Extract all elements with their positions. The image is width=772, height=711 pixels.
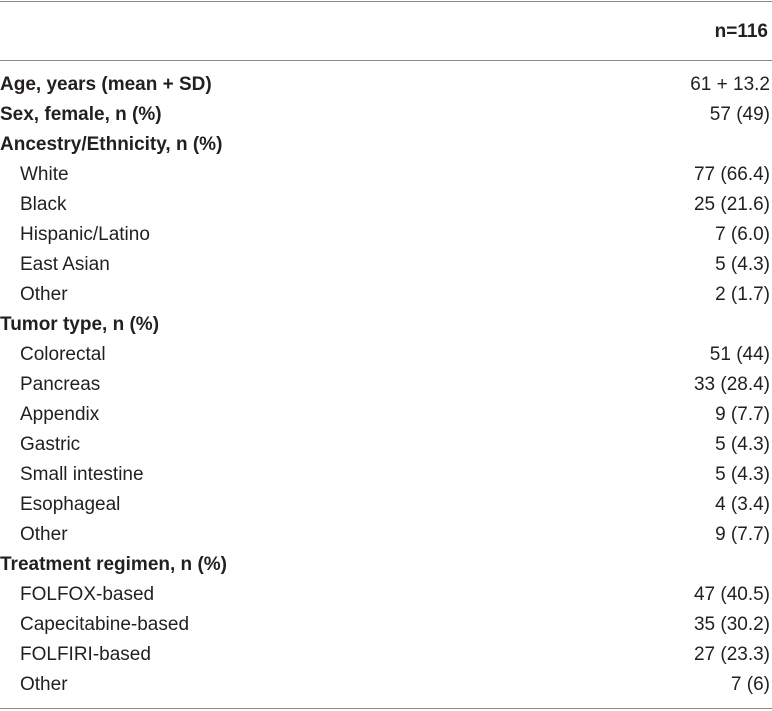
row-value: 7 (6.0): [715, 224, 770, 245]
table-row: [0, 400, 772, 430]
row-heading: Tumor type, n (%): [0, 314, 160, 335]
row-value: 2 (1.7): [715, 284, 770, 305]
row-value: 77 (66.4): [693, 164, 770, 185]
table-row: [0, 490, 772, 520]
row-label: East Asian: [20, 254, 110, 275]
row-label: FOLFIRI-based: [20, 644, 151, 665]
row-label: Other: [20, 674, 68, 695]
table-section-row: [0, 550, 772, 580]
row-heading: Sex, female, n (%): [0, 104, 162, 125]
row-label: Black: [20, 194, 67, 215]
row-label: Colorectal: [20, 344, 106, 365]
table-section-row: [0, 100, 772, 130]
row-value: 4 (3.4): [715, 494, 770, 515]
row-heading: Treatment regimen, n (%): [0, 554, 227, 575]
row-label: Gastric: [20, 434, 81, 455]
row-value: 57 (49): [709, 104, 770, 125]
table-row: [0, 220, 772, 250]
row-value: 27 (23.3): [693, 644, 770, 665]
row-value: 5 (4.3): [715, 254, 770, 275]
row-value: 5 (4.3): [715, 434, 770, 455]
row-label: Pancreas: [20, 374, 101, 395]
table-row: [0, 580, 772, 610]
table-row: [0, 520, 772, 550]
row-label: White: [20, 164, 69, 185]
row-value: 25 (21.6): [693, 194, 770, 215]
table-header-rule: [0, 60, 772, 61]
table-row: [0, 430, 772, 460]
row-value: 51 (44): [709, 344, 770, 365]
table-row: [0, 190, 772, 220]
table-header-row: [0, 1, 772, 60]
table-body: [0, 70, 772, 700]
table-row: [0, 460, 772, 490]
row-label: Esophageal: [20, 494, 121, 515]
table-row: [0, 610, 772, 640]
table-row: [0, 640, 772, 670]
row-heading: Age, years (mean + SD): [0, 74, 212, 95]
table-row: [0, 280, 772, 310]
row-label: Other: [20, 284, 68, 305]
table-section-row: [0, 130, 772, 160]
table-row: [0, 670, 772, 700]
row-label: Other: [20, 524, 68, 545]
row-label: Capecitabine-based: [20, 614, 190, 635]
column-header-n: n=116: [714, 21, 768, 42]
row-label: FOLFOX-based: [20, 584, 155, 605]
row-label: Appendix: [20, 404, 100, 425]
row-heading: Ancestry/Ethnicity, n (%): [0, 134, 223, 155]
row-label: Hispanic/Latino: [20, 224, 150, 245]
table-row: [0, 160, 772, 190]
row-value: 33 (28.4): [693, 374, 770, 395]
row-label: Small intestine: [20, 464, 144, 485]
row-value: 47 (40.5): [693, 584, 770, 605]
row-value: 9 (7.7): [715, 404, 770, 425]
table-row: [0, 370, 772, 400]
row-value: 9 (7.7): [715, 524, 770, 545]
table-section-row: [0, 310, 772, 340]
table-section-row: [0, 70, 772, 100]
row-value: 7 (6): [730, 674, 770, 695]
table-row: [0, 340, 772, 370]
table-bottom-rule: [0, 708, 772, 709]
row-value: 61 + 13.2: [690, 74, 770, 95]
table-row: [0, 250, 772, 280]
row-value: 5 (4.3): [715, 464, 770, 485]
row-value: 35 (30.2): [693, 614, 770, 635]
